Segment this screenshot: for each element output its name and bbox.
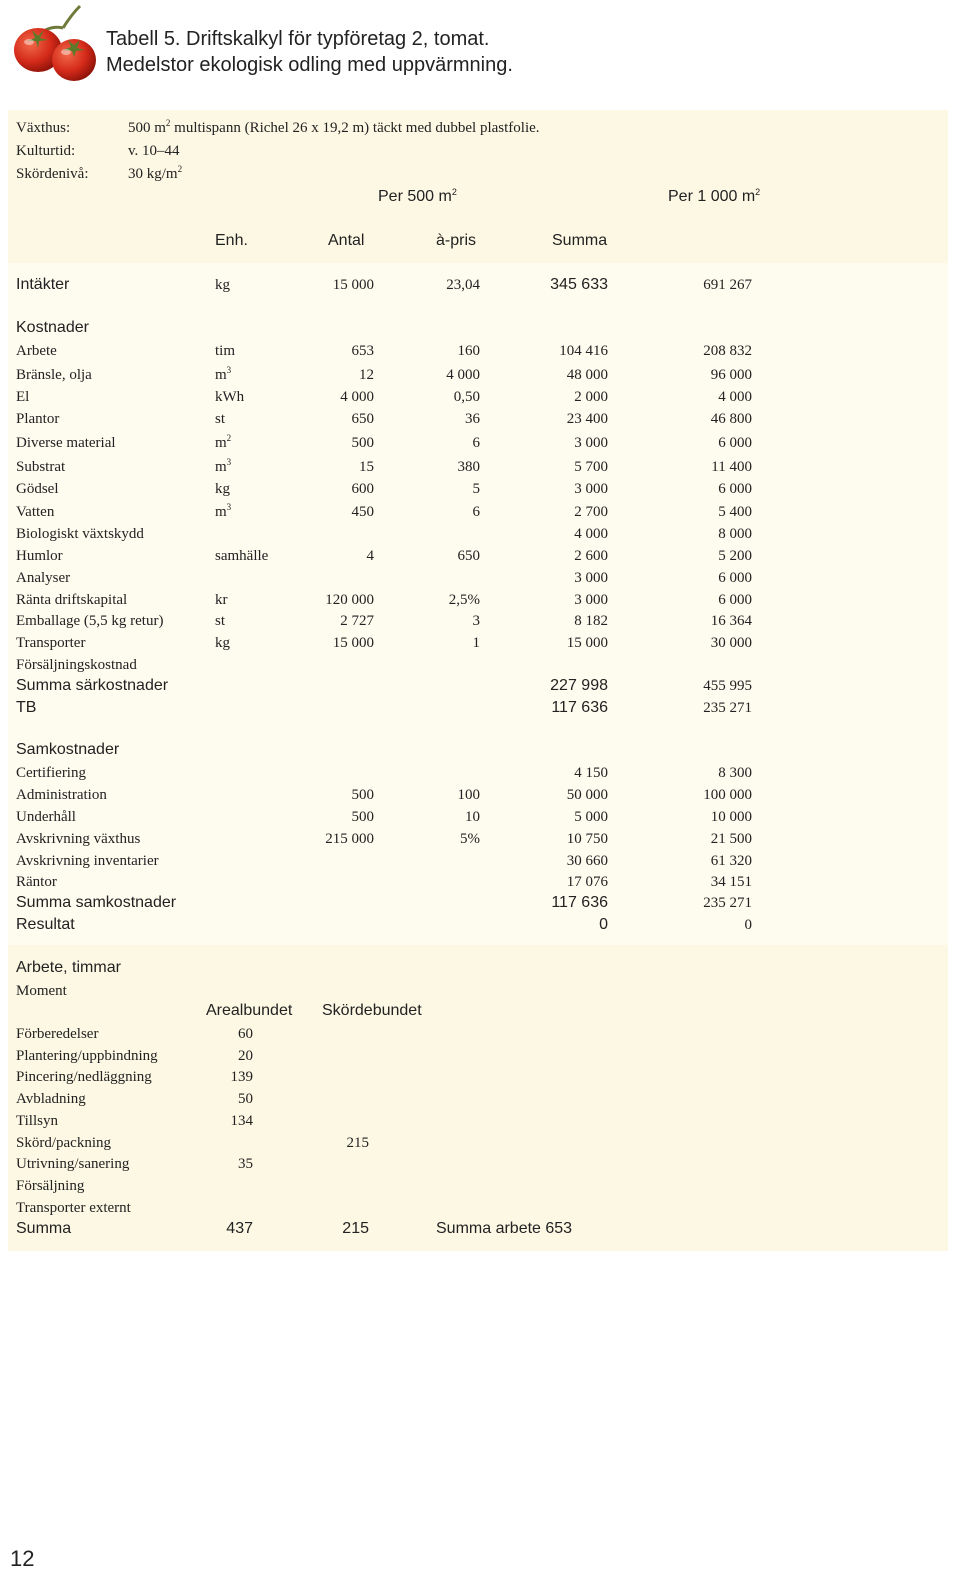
row-per1000: 6 000 [718,570,752,586]
row-label: Plantor [16,411,60,427]
per-500-header: Per 500 $m^2$ [378,187,457,205]
row-per1000: 455 995 [703,678,752,694]
row-summa: 117 636 [551,894,608,911]
row-label: Vatten [16,504,55,520]
row-enh: st [215,613,226,629]
row-apris: 380 [457,459,480,475]
section-heading-kostnader: Kostnader [16,319,89,336]
info-label: Skördenivå: [16,166,89,182]
row-label: Räntor [16,874,57,890]
row-enh: samhälle [215,548,269,564]
labor-row-label: Tillsyn [16,1113,58,1129]
row-per1000: 8 000 [718,526,752,542]
row-per1000: 34 151 [710,874,752,890]
col-header-apris: à-pris [436,232,477,249]
labor-row-areal: 139 [230,1069,253,1085]
row-enh: kg [215,635,230,651]
labor-row-areal: 35 [238,1156,253,1172]
row-apris: 0,50 [453,389,480,405]
row-per1000: 21 500 [710,831,752,847]
row-summa: 50 000 [566,787,608,803]
labor-summa-label: Summa [16,1220,72,1237]
row-per1000: 691 267 [703,277,752,293]
row-enh: $m^2$ [215,433,232,451]
row-per1000: 235 271 [703,700,752,716]
info-label: Växthus: [16,120,71,136]
labor-row-label: Skörd/packning [16,1135,111,1151]
row-label: Bränsle, olja [16,367,92,383]
row-enh: kg [215,481,230,497]
row-antal: 653 [351,343,374,359]
row-label: Diverse material [16,435,116,451]
row-label: Underhåll [16,809,76,825]
row-label: Intäkter [16,276,70,293]
row-label: Försäljningskostnad [16,657,137,673]
row-enh: kg [215,277,230,293]
row-antal: 15 000 [332,635,374,651]
row-label: El [16,389,30,405]
row-enh: kr [215,592,228,608]
row-per1000: 4 000 [718,389,752,405]
info-value: v. 10–44 [128,143,180,159]
row-apris: 6 [472,435,480,451]
row-enh: st [215,411,226,427]
row-summa: 3 000 [574,481,608,497]
row-apris: 5 [472,481,480,497]
labor-row-label: Plantering/uppbindning [16,1048,158,1064]
row-summa: 117 636 [551,699,608,716]
row-antal: 215 000 [325,831,374,847]
section-heading-samkostnader: Samkostnader [16,741,120,758]
row-apris: 6 [472,504,480,520]
row-label: Administration [16,787,107,803]
row-label: Summa särkostnader [16,677,169,694]
row-summa: 17 076 [566,874,608,890]
row-label: Analyser [16,570,71,586]
row-per1000: 10 000 [710,809,752,825]
labor-row-areal: 50 [238,1091,253,1107]
row-apris: 4 000 [446,367,480,383]
table-title-line2: Medelstor ekologisk odling med uppvärmning. [106,54,513,76]
row-antal: 4 000 [340,389,374,405]
col-header-summa: Summa [552,232,608,249]
info-label: Kulturtid: [16,143,76,159]
labor-row-label: Försäljning [16,1178,85,1194]
labor-summa-total: Summa arbete 653 [436,1220,573,1237]
labor-row-label: Avbladning [16,1091,86,1107]
labor-heading: Arbete, timmar [16,959,121,976]
row-label: Certifiering [16,765,86,781]
info-value: 30 $kg/m^2$ [128,164,183,182]
col-header-antal: Antal [328,232,365,249]
row-apris: 10 [465,809,480,825]
info-value: 500 $m^2$ multispann (Richel 26 x 19,2 m) täckt med dubbel plastfolie. [128,118,540,136]
row-per1000: 0 [744,917,752,933]
row-summa: 8 182 [574,613,608,629]
row-summa: 23 400 [566,411,608,427]
row-antal: 600 [351,481,374,497]
labor-row-label: Utrivning/sanering [16,1156,130,1172]
row-label: Avskrivning växthus [16,831,141,847]
row-per1000: 100 000 [703,787,752,803]
row-label: Transporter [16,635,86,651]
row-summa: 5 700 [574,459,608,475]
row-per1000: 96 000 [710,367,752,383]
row-apris: 23,04 [446,277,480,293]
row-antal: 500 [351,787,374,803]
labor-row-areal: 20 [238,1048,253,1064]
row-antal: 4 [366,548,374,564]
row-per1000: 5 200 [718,548,752,564]
row-apris: 160 [457,343,480,359]
labor-row-label: Pincering/nedläggning [16,1069,152,1085]
row-summa: 3 000 [574,435,608,451]
row-antal: 120 000 [325,592,374,608]
row-label: Ränta driftskapital [16,592,128,608]
row-antal: 450 [351,504,374,520]
labor-row-areal: 134 [230,1113,253,1129]
row-per1000: 8 300 [718,765,752,781]
row-summa: 2 700 [574,504,608,520]
row-per1000: 6 000 [718,481,752,497]
row-label: Arbete [16,343,57,359]
row-apris: 5% [460,831,480,847]
row-antal: 2 727 [340,613,374,629]
col-header-enh: Enh. [215,232,248,249]
labor-summa-skord: 215 [342,1220,369,1237]
row-per1000: 6 000 [718,435,752,451]
row-per1000: 46 800 [710,411,752,427]
row-per1000: 30 000 [710,635,752,651]
row-label: Biologiskt växtskydd [16,526,144,542]
row-summa: 227 998 [550,677,608,694]
row-label: Resultat [16,916,75,933]
row-summa: 10 750 [566,831,608,847]
row-label: TB [16,699,37,716]
row-apris: 2,5% [448,592,480,608]
labor-row-skord: 215 [346,1135,369,1151]
row-per1000: 11 400 [711,459,752,475]
page-number: 12 [10,1546,35,1571]
row-per1000: 208 832 [703,343,752,359]
row-label: Gödsel [16,481,59,497]
row-apris: 100 [457,787,480,803]
row-summa: 345 633 [550,276,608,293]
row-antal: 15 [359,459,374,475]
row-summa: 0 [599,916,608,933]
labor-col-areal: Arealbundet [206,1002,293,1019]
labor-row-label: Förberedelser [16,1026,99,1042]
row-summa: 3 000 [574,592,608,608]
row-apris: 1 [472,635,480,651]
row-antal: 500 [351,435,374,451]
row-summa: 4 150 [574,765,608,781]
row-per1000: 61 320 [710,853,752,869]
row-per1000: 5 400 [718,504,752,520]
row-summa: 30 660 [566,853,608,869]
per-1000-header: Per 1 000 $m^2$ [668,187,761,205]
labor-row-areal: 60 [238,1026,253,1042]
row-antal: 15 000 [332,277,374,293]
labor-row-label: Transporter externt [16,1200,131,1216]
row-label: Emballage (5,5 kg retur) [16,613,164,629]
row-apris: 36 [465,411,480,427]
row-enh: kWh [215,389,245,405]
row-per1000: 235 271 [703,895,752,911]
row-label: Substrat [16,459,66,475]
row-apris: 650 [457,548,480,564]
row-enh: $m^3$ [215,365,232,383]
row-antal: 12 [359,367,374,383]
row-label: Summa samkostnader [16,894,177,911]
row-enh: tim [215,343,236,359]
row-label: Avskrivning inventarier [16,853,159,869]
row-summa: 15 000 [566,635,608,651]
row-summa: 48 000 [566,367,608,383]
row-summa: 104 416 [559,343,608,359]
row-per1000: 16 364 [710,613,752,629]
row-apris: 3 [472,613,480,629]
row-summa: 5 000 [574,809,608,825]
row-summa: 2 600 [574,548,608,564]
row-per1000: 6 000 [718,592,752,608]
row-antal: 650 [351,411,374,427]
row-enh: $m^3$ [215,502,232,520]
row-label: Humlor [16,548,63,564]
labor-moment-label: Moment [16,983,67,999]
tomato-icon [8,2,100,84]
row-antal: 500 [351,809,374,825]
row-summa: 4 000 [574,526,608,542]
row-summa: 2 000 [574,389,608,405]
labor-summa-areal: 437 [226,1220,253,1237]
row-summa: 3 000 [574,570,608,586]
table-title-line1: Tabell 5. Driftskalkyl för typföretag 2, tomat. [106,28,490,50]
row-enh: $m^3$ [215,457,232,475]
labor-col-skord: Skördebundet [322,1002,422,1019]
